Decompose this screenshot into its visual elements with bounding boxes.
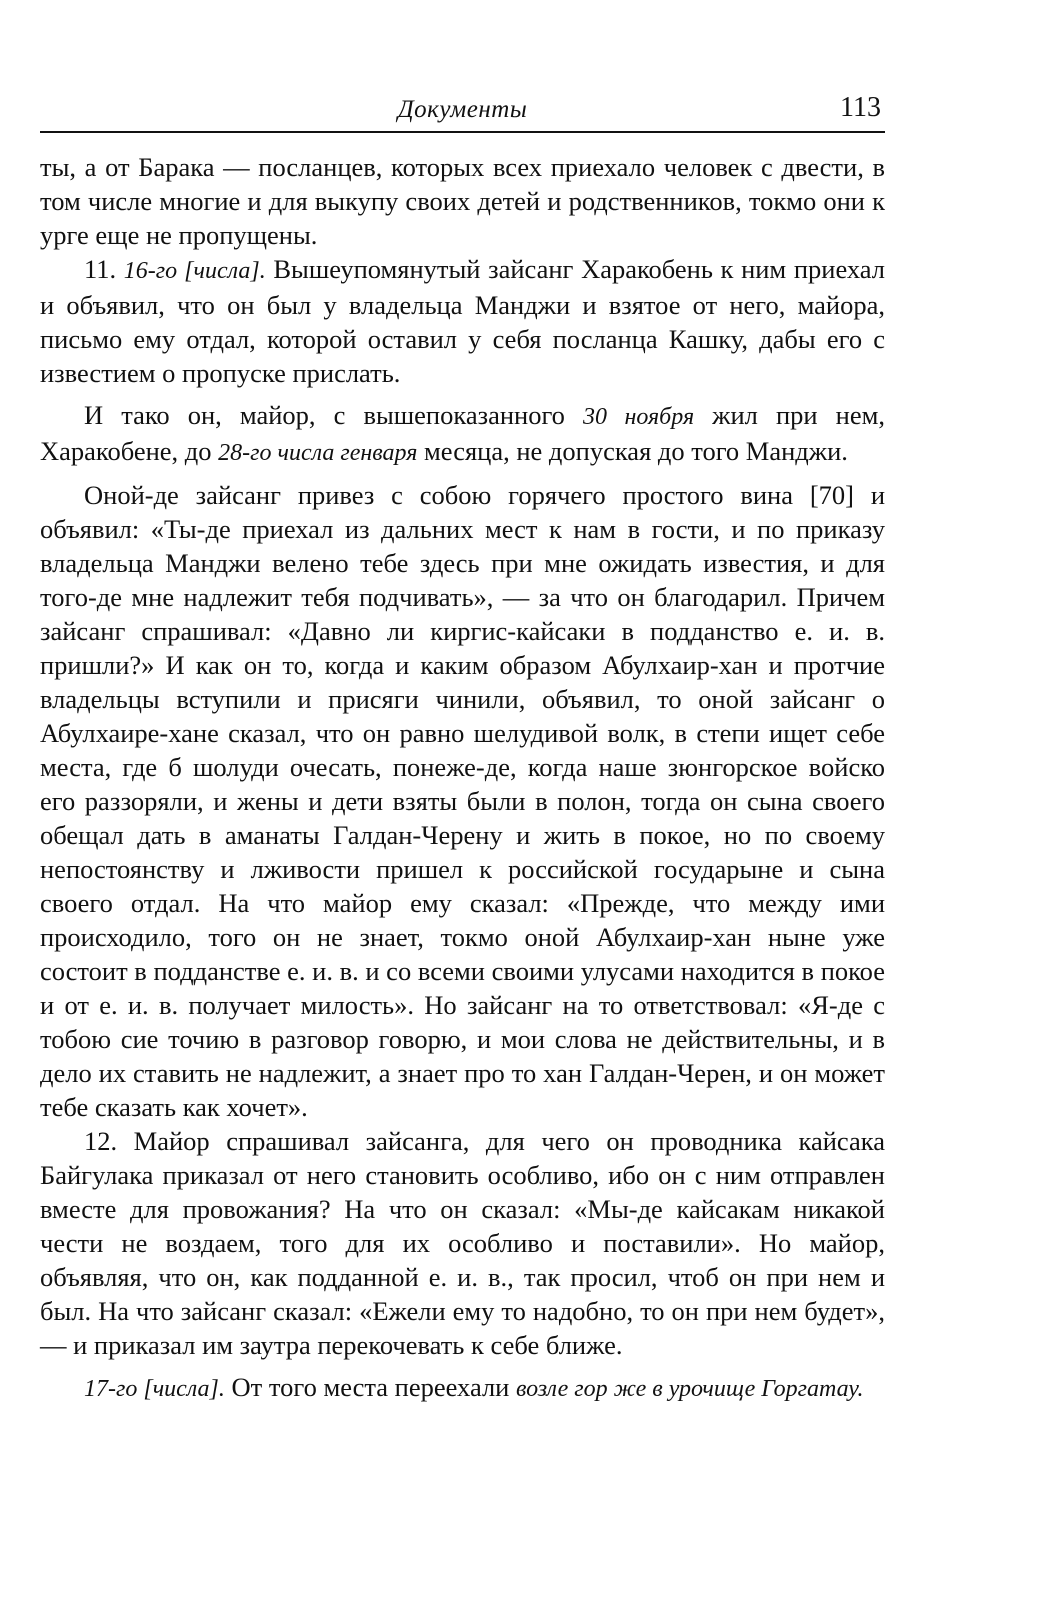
body-text <box>40 150 885 1406</box>
entry-number: 11. <box>84 254 117 284</box>
paragraph <box>40 398 885 470</box>
paragraph <box>40 478 885 1124</box>
paragraph <box>40 1124 885 1362</box>
entry-date: 16-го [числа]. <box>123 258 266 284</box>
paragraph <box>40 252 885 390</box>
entry-date: 17-го [числа]. <box>84 1376 225 1402</box>
paragraph <box>40 150 885 252</box>
entry-number: 12. <box>84 1126 118 1156</box>
italic-date: 30 ноября <box>582 404 695 430</box>
italic-date: 28-го числа генваря <box>218 440 418 466</box>
paragraph-text: Оной-де зайсанг привез с собою горячего простого вина [70] и объявил: «Ты-де приехал из дальних мест к нам в гости, и по приказу владельца Манджи велено тебе здесь при мне ожидать известия, и для того-де мне надлежит тебя подчивать», — за что он благодарил. Причем зайсанг спрашивал: «Давно ли киргис-кайсаки в подданство е. и. в. пришли?» И как он то, когда и каким образом Абулхаир-хан и протчие владельцы вступили и присяги чинили, объявил, то оной зайсанг о Абулхаире-хане сказал, что он равно шелудивой волк, в степи ищет себе места, где б шолуди очесать, понеже-де, когда наше зюнгорское войско его раззоряли, и жены и дети взяты были в полон, тогда он сына своего обещал дать в аманаты Галдан-Черену и жить в покое, но по своему непостоянству и лживости пришел к российской государыне и сына своего отдал. На что майор ему сказал: «Прежде, что между ими происходило, того он не знает, токмо оной Абулхаир-хан ныне уже состоит в подданстве е. и. в. и со всеми своими улусами находится в покое и от е. и. в. получает милость». Но зайсанг на то ответствовал: «Я-де с тобою сие точию в разговор говорю, и мои слова не действительны, и в дело их ставить не надлежит, а знает про то хан Галдан-Черен, и он может тебе сказать как хочет». <box>40 480 885 1122</box>
paragraph-text: месяца, не допуская до того Манджи. <box>424 436 848 466</box>
paragraph-text: От того места переехали <box>231 1372 510 1402</box>
paragraph-text: Вышеупомянутый зайсанг Харакобень к ним приехал и объявил, что он был у владельца Манджи и взятое от него, майора, письмо ему отдал, которой оставил у себя посланца Кашку, дабы его с известием о пропуске прислать. <box>40 254 885 388</box>
paragraph-text: жил при нем, Харакобене, до <box>40 400 885 466</box>
paragraph-text: Майор спрашивал зайсанга, для чего он проводника кайсака Байгулака приказал от него становить особливо, ибо он с ним отправлен вместе для провожания? На что он сказал: «Мы-де кайсакам никакой чести не воздаем, того для их особливо и поставили». Но майор, объявляя, что он, как подданной е. и. в., так просил, чтоб он при нем и был. На что зайсанг сказал: «Ежели ему то надобно, то он при нем будет», — и приказал им заутра перекочевать к себе ближе. <box>40 1126 886 1360</box>
page-number: 113 <box>840 92 881 123</box>
italic-place: возле гор же в урочище Горгатау. <box>515 1376 864 1402</box>
paragraph-text: И тако он, майор, с вышепоказанного <box>84 400 565 430</box>
paragraph <box>40 1370 885 1406</box>
paragraph-text: ты, а от Барака — посланцев, которых всех приехало человек с двести, в том числе многие и для выкупу своих детей и родственников, токмо они к урге еще не пропущены. <box>40 152 885 250</box>
running-title: Документы <box>397 96 528 123</box>
page-header <box>40 92 885 132</box>
header-rule <box>40 131 885 133</box>
